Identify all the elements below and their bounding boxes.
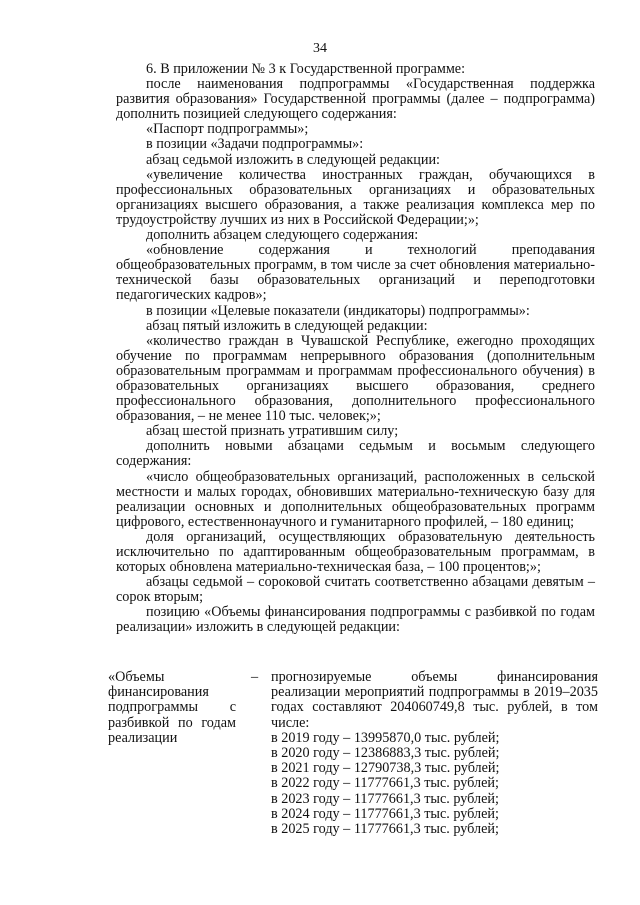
paragraph: в позиции «Целевые показатели (индикаторы) подпрограммы»: <box>146 302 530 319</box>
year-amount: в 2021 году – 12790738,3 тыс. рублей; <box>271 760 500 777</box>
paragraph: абзацы седьмой – сороковой считать соответственно абзацами девятым – сорок вторым; <box>116 574 595 606</box>
paragraph: дополнить абзацем следующего содержания: <box>146 227 419 244</box>
paragraph: абзац шестой признать утратившим силу; <box>146 423 399 440</box>
paragraph: «увеличение количества иностранных граждан, обучающихся в профессиональных образовательных организациях и образовательных организациях высшего образования, а также реализация комплекса мер по трудоустройству лучших из них в Российской Федерации;»; <box>116 166 595 228</box>
year-amount: в 2025 году – 11777661,3 тыс. рублей; <box>271 821 499 838</box>
paragraph: «количество граждан в Чувашской Республике, ежегодно проходящих обучение по программам непрерывного образования (дополнительным образовательным программам и программам профессионального обучения) в образовательных организациях высшего образования, среднего профессионального образования, дополнительного профессионального образования, – не менее 110 тыс. человек;»; <box>116 332 595 425</box>
financing-summary: прогнозируемые объемы финансирования реализации мероприятий подпрограммы в 2019–2035 годах составляют 204060749,8 тыс. рублей, в том числе: <box>271 669 598 731</box>
paragraph: 6. В приложении № 3 к Государственной программе: <box>146 61 466 77</box>
document-body <box>116 62 595 636</box>
year-amount: в 2022 году – 11777661,3 тыс. рублей; <box>271 775 499 792</box>
year-amount: в 2024 году – 11777661,3 тыс. рублей; <box>271 805 499 822</box>
paragraph: «Паспорт подпрограммы»; <box>146 121 309 138</box>
paragraph: абзац седьмой изложить в следующей редакции: <box>146 151 441 168</box>
dash-separator: – <box>251 669 259 685</box>
paragraph: «обновление содержания и технологий преподавания общеобразовательных программ, в том числе за счет обновления материально-технической базы образовательных организаций и переподготовки педагогических кадров»; <box>116 242 595 304</box>
paragraph: после наименования подпрограммы «Государственная поддержка развития образования» Государственной программы (далее – подпрограмма) дополнить позицией следующего содержания: <box>116 76 595 123</box>
paragraph: дополнить новыми абзацами седьмым и восьмым следующего содержания: <box>116 438 595 470</box>
financing-label: «Объемы финансирования подпрограммы с разбивкой по годам реализации <box>108 669 236 746</box>
year-amount: в 2019 году – 13995870,0 тыс. рублей; <box>271 729 500 746</box>
paragraph: «число общеобразовательных организаций, расположенных в сельской местности и малых городах, обновивших материально-техническую базу для реализации основных и дополнительных общеобразовательных программ цифрового, естественнонаучного и гуманитарного профилей, – 180 единиц; <box>116 468 595 530</box>
paragraph: позицию «Объемы финансирования подпрограммы с разбивкой по годам реализации» изложить в следующей редакции: <box>116 604 595 636</box>
page-number: 34 <box>313 41 327 56</box>
paragraph: абзац пятый изложить в следующей редакции: <box>146 317 428 334</box>
paragraph: в позиции «Задачи подпрограммы»: <box>146 136 364 153</box>
financing-details <box>271 670 598 837</box>
year-amount: в 2020 году – 12386883,3 тыс. рублей; <box>271 745 500 762</box>
year-amount: в 2023 году – 11777661,3 тыс. рублей; <box>271 790 499 807</box>
paragraph: доля организаций, осуществляющих образовательную деятельность исключительно по адаптированным общеобразовательным программам, в которых обновлена материально-техническая база, – 100 процентов;»; <box>116 528 595 576</box>
